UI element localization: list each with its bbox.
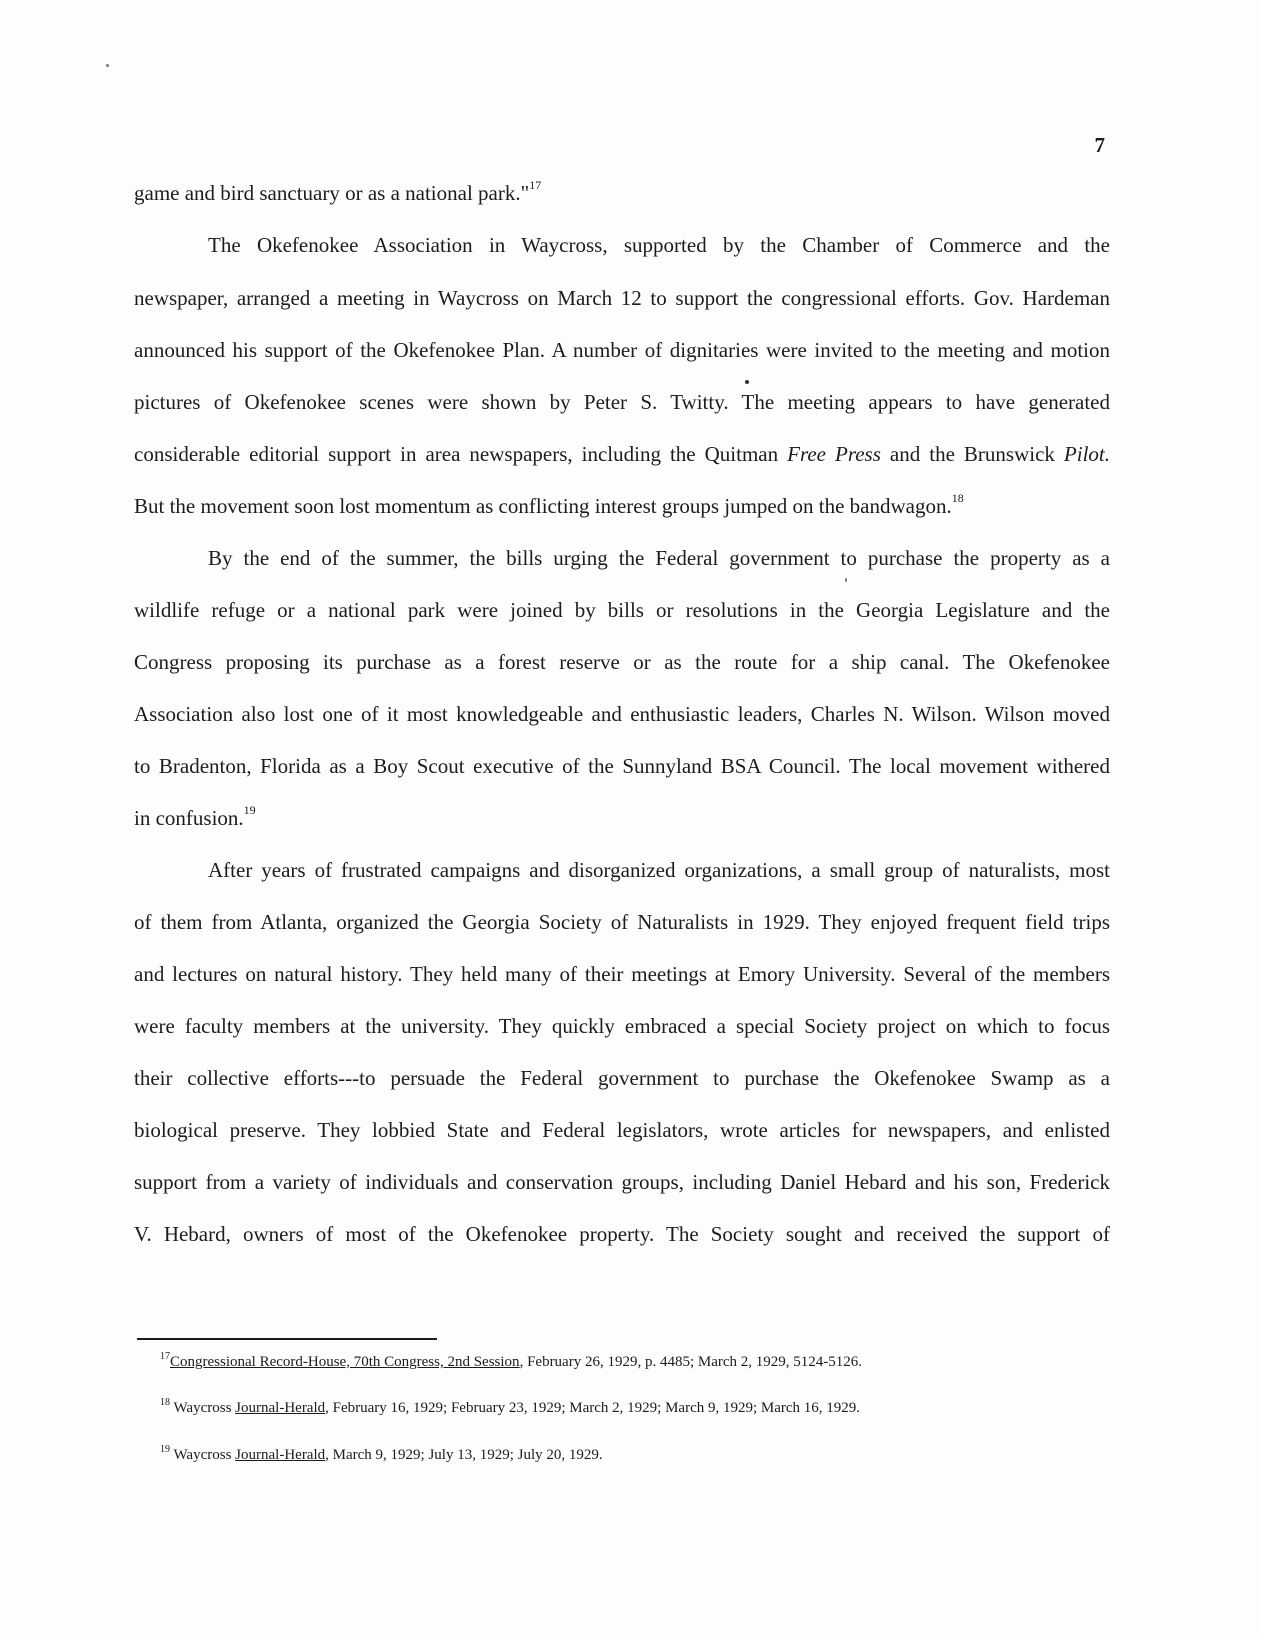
italic-title: Free Press bbox=[787, 442, 881, 466]
body-line bbox=[134, 283, 1110, 313]
page-number: 7 bbox=[1094, 133, 1105, 157]
text-run: , February 26, 1929, p. 4485; March 2, 1929, 5124-5126. bbox=[519, 1354, 863, 1370]
footnote bbox=[160, 1398, 1120, 1418]
text-run: , March 9, 1929; July 13, 1929; July 20, 1929. bbox=[325, 1447, 603, 1463]
text-run: But the movement soon lost momentum as conflicting interest groups jumped on the bandwagon. bbox=[134, 494, 952, 518]
body-line bbox=[134, 1115, 1110, 1145]
body-line bbox=[134, 959, 1110, 989]
footnote-ref: 18 bbox=[160, 1397, 170, 1408]
body-line bbox=[208, 230, 1110, 260]
text-run: announced his support of the Okefenokee Plan. A number of dignitaries were invited to the meeting and motion bbox=[134, 338, 1110, 362]
body-line bbox=[134, 595, 1110, 625]
text-run: Congress proposing its purchase as a forest reserve or as the route for a ship canal. The Okefenokee bbox=[134, 650, 1110, 674]
footnote-ref: 19 bbox=[160, 1444, 170, 1455]
body-line bbox=[134, 335, 1110, 365]
text-run: After years of frustrated campaigns and disorganized organizations, a small group of naturalists, most bbox=[208, 858, 1110, 882]
text-run: support from a variety of individuals and conservation groups, including Daniel Hebard and his son, Frederick bbox=[134, 1170, 1110, 1194]
footnote-ref: 18 bbox=[951, 491, 964, 505]
scan-speck bbox=[845, 578, 847, 582]
scan-speck bbox=[106, 64, 109, 67]
text-run: pictures of Okefenokee scenes were shown by Peter S. Twitty. The meeting appears to have generated bbox=[134, 390, 1110, 414]
text-run: The Okefenokee Association in Waycross, supported by the Chamber of Commerce and the bbox=[208, 233, 1110, 257]
underlined-title: Congressional Record-House, 70th Congress, 2nd Session bbox=[170, 1354, 520, 1370]
body-line bbox=[208, 543, 1110, 573]
text-run: their collective efforts---to persuade the Federal government to purchase the Okefenokee Swamp as a bbox=[134, 1066, 1110, 1090]
text-run: to Bradenton, Florida as a Boy Scout executive of the Sunnyland BSA Council. The local movement withered bbox=[134, 754, 1110, 778]
footnote bbox=[160, 1352, 1120, 1372]
text-run: were faculty members at the university. They quickly embraced a special Society project on which to focus bbox=[134, 1014, 1110, 1038]
text-run: of them from Atlanta, organized the Georgia Society of Naturalists in 1929. They enjoyed frequent field trips bbox=[134, 910, 1110, 934]
text-run: newspaper, arranged a meeting in Waycross on March 12 to support the congressional efforts. Gov. Hardeman bbox=[134, 286, 1110, 310]
text-run: wildlife refuge or a national park were joined by bills or resolutions in the Georgia Legislature and the bbox=[134, 598, 1110, 622]
body-line bbox=[134, 1063, 1110, 1093]
body-line bbox=[208, 855, 1110, 885]
text-run: Waycross bbox=[170, 1400, 236, 1416]
body-line bbox=[134, 803, 1110, 833]
text-run: and lectures on natural history. They held many of their meetings at Emory University. Several of the members bbox=[134, 962, 1110, 986]
scan-speck bbox=[745, 380, 749, 384]
text-run: and the Brunswick bbox=[880, 442, 1064, 466]
text-run: considerable editorial support in area newspapers, including the Quitman bbox=[134, 442, 788, 466]
underlined-title: Journal-Herald bbox=[235, 1447, 326, 1463]
body-line bbox=[134, 751, 1110, 781]
body-line bbox=[134, 1219, 1110, 1249]
footnote-ref: 19 bbox=[243, 803, 256, 817]
footnote bbox=[160, 1445, 1120, 1465]
body-line bbox=[134, 387, 1110, 417]
text-run: Association also lost one of it most knowledgeable and enthusiastic leaders, Charles N. Wilson. Wilson moved bbox=[134, 702, 1110, 726]
body-line bbox=[134, 491, 1110, 521]
body-line bbox=[134, 178, 1110, 208]
body-line bbox=[134, 439, 1110, 469]
body-line bbox=[134, 699, 1110, 729]
footnote-ref: 17 bbox=[529, 178, 542, 192]
italic-title: Pilot. bbox=[1063, 442, 1110, 466]
body-line bbox=[134, 907, 1110, 937]
footnote-ref: 17 bbox=[160, 1351, 170, 1362]
body-line bbox=[134, 1167, 1110, 1197]
text-run: V. Hebard, owners of most of the Okefenokee property. The Society sought and received the support of bbox=[134, 1222, 1110, 1246]
text-run: game and bird sanctuary or as a national park." bbox=[134, 181, 530, 205]
text-run: Waycross bbox=[170, 1447, 236, 1463]
text-run: biological preserve. They lobbied State and Federal legislators, wrote articles for newspapers, and enlisted bbox=[134, 1118, 1110, 1142]
body-line bbox=[134, 647, 1110, 677]
text-run: , February 16, 1929; February 23, 1929; March 2, 1929; March 9, 1929; March 16, 1929. bbox=[325, 1400, 861, 1416]
text-run: By the end of the summer, the bills urging the Federal government to purchase the property as a bbox=[208, 546, 1110, 570]
text-run: in confusion. bbox=[134, 806, 244, 830]
footnote-separator bbox=[137, 1338, 437, 1340]
underlined-title: Journal-Herald bbox=[235, 1400, 326, 1416]
body-line bbox=[134, 1011, 1110, 1041]
